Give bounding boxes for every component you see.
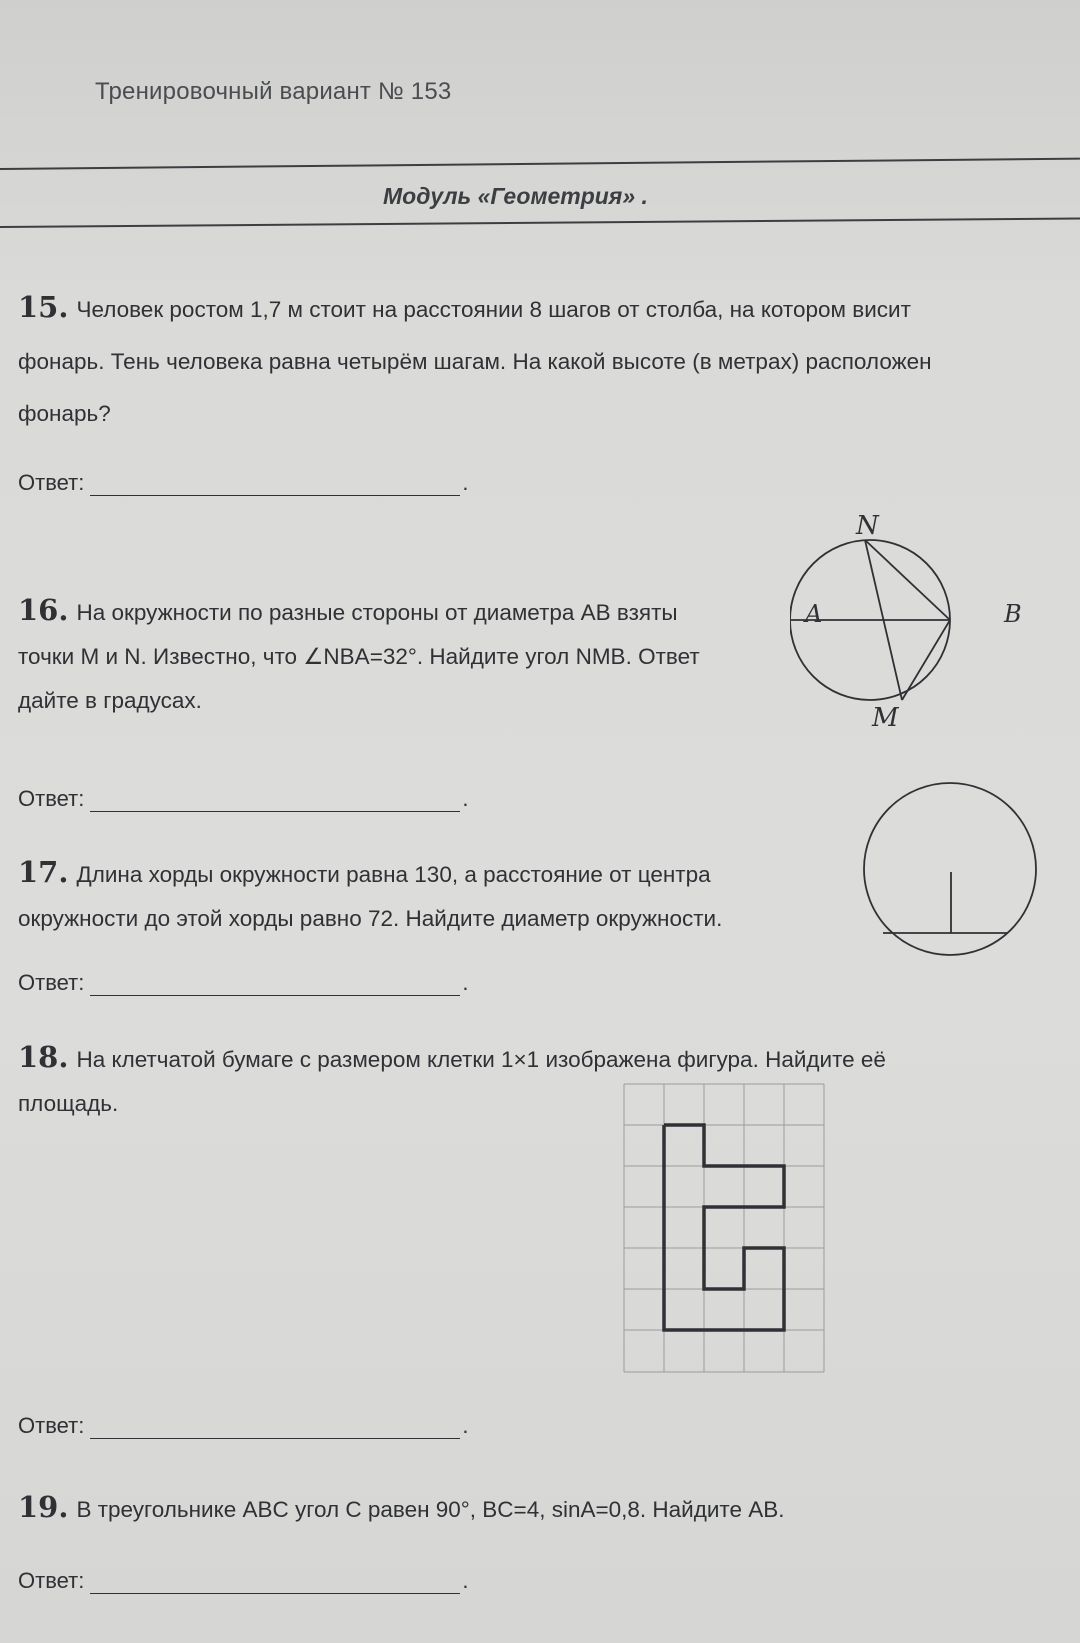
task-text-line: Человек ростом 1,7 м стоит на расстоянии 8 шагов от столба, на котором висит	[76, 297, 911, 322]
top-rule	[0, 158, 1080, 170]
task-text-line: окружности до этой хорды равно 72. Найдите диаметр окружности.	[18, 906, 723, 931]
circle-figure-17	[855, 780, 1055, 965]
answer-row-19: Ответ: .	[18, 1568, 469, 1593]
answer-label: Ответ:	[18, 786, 85, 811]
answer-field[interactable]	[90, 977, 460, 996]
answer-row-18: Ответ: .	[18, 1413, 469, 1438]
task-17	[18, 850, 818, 941]
module-title: Модуль «Геометрия» .	[383, 183, 648, 209]
task-text-line: дайте в градусах.	[18, 688, 202, 713]
task-text-line: Длина хорды окружности равна 130, а расстояние от центра	[76, 862, 711, 887]
answer-field[interactable]	[90, 1575, 460, 1594]
task-text-line: фонарь. Тень человека равна четырём шагам. На какой высоте (в метрах) расположен	[18, 349, 932, 374]
answer-row-16: Ответ: .	[18, 786, 469, 811]
task-text-line: На клетчатой бумаге с размером клетки 1×1 изображена фигура. Найдите её	[76, 1047, 886, 1072]
answer-label: Ответ:	[18, 970, 85, 995]
answer-row-15: Ответ: .	[18, 470, 469, 495]
task-number: 16.	[18, 593, 69, 627]
answer-field[interactable]	[90, 477, 460, 496]
task-text-line: В треугольнике ABC угол C равен 90°, BC=4, sinA=0,8. Найдите AB.	[76, 1497, 785, 1522]
figure-outline	[664, 1125, 784, 1330]
answer-field[interactable]	[90, 793, 460, 812]
task-number: 19.	[18, 1490, 69, 1524]
circle-figure-16	[790, 510, 1060, 740]
answer-label: Ответ:	[18, 1568, 85, 1593]
variant-title: Тренировочный вариант № 153	[95, 78, 452, 105]
task-number: 18.	[18, 1040, 69, 1074]
task-number: 17.	[18, 855, 69, 889]
label-b: B	[1004, 600, 1022, 628]
task-number: 15.	[18, 290, 69, 324]
task-15	[18, 285, 1068, 436]
task-18	[18, 1035, 1068, 1126]
task-text-line: фонарь?	[18, 401, 111, 426]
task-16	[18, 588, 788, 723]
answer-label: Ответ:	[18, 470, 85, 495]
bottom-rule	[0, 218, 1080, 228]
label-a: A	[805, 600, 823, 628]
answer-row-17: Ответ: .	[18, 970, 469, 995]
label-n: N	[856, 511, 879, 541]
grid-figure-18	[622, 1082, 832, 1377]
task-text-line: На окружности по разные стороны от диаметра AB взяты	[76, 600, 678, 625]
label-m: M	[872, 703, 899, 733]
answer-field[interactable]	[90, 1420, 460, 1439]
task-text-line: площадь.	[18, 1091, 119, 1116]
task-19	[18, 1485, 1068, 1532]
answer-label: Ответ:	[18, 1413, 85, 1438]
task-text-line: точки M и N. Известно, что ∠NBA=32°. Найдите угол NMB. Ответ	[18, 644, 700, 669]
